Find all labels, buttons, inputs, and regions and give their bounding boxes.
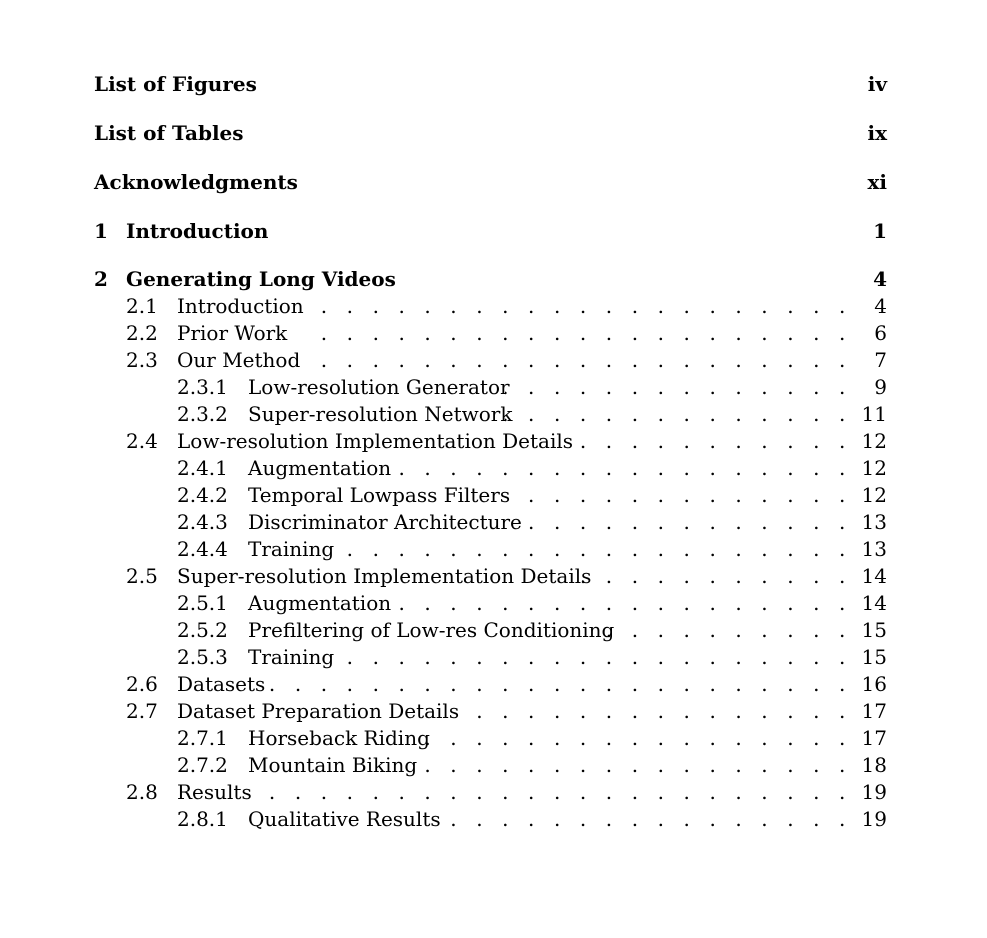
toc-leader-dots [505, 400, 852, 428]
toc-subsection-title: Low-resolution Generator [248, 375, 510, 399]
toc-page-number: 4 [874, 294, 887, 318]
toc-subsection [0, 616, 987, 644]
toc-section-number: 2.4 [126, 429, 158, 453]
toc-page-number: 13 [861, 510, 887, 534]
toc-subsection [0, 805, 987, 833]
toc-subsection-number: 2.3.1 [177, 375, 228, 399]
toc-subsection-title: Mountain Biking [248, 753, 418, 777]
toc-page-number: 15 [861, 645, 887, 669]
toc-page-number: iv [867, 72, 887, 96]
toc-title: Acknowledgments [94, 170, 298, 194]
toc-leader-dots [268, 670, 852, 698]
toc-page-number: 12 [861, 429, 887, 453]
toc-page-number: 13 [861, 537, 887, 561]
toc-page-number: 4 [873, 267, 887, 291]
toc-subsection-number: 2.7.2 [177, 753, 228, 777]
toc-leader-dots [514, 508, 852, 536]
toc-subsection-title: Training [248, 537, 335, 561]
toc-subsection-number: 2.4.1 [177, 456, 228, 480]
toc-subsection-number: 2.5.1 [177, 591, 228, 615]
toc-subsection-number: 2.8.1 [177, 807, 228, 831]
toc-subsection-number: 2.5.2 [177, 618, 228, 642]
toc-title: List of Tables [94, 121, 244, 145]
toc-leader-dots [300, 319, 852, 347]
toc-section [0, 427, 987, 455]
toc-subsection-number: 2.4.2 [177, 483, 228, 507]
toc-page-number: 19 [861, 807, 887, 831]
toc-subsection [0, 454, 987, 482]
toc-section-title: Super-resolution Implementation Details [177, 564, 592, 588]
toc-section [0, 778, 987, 806]
toc-subsection [0, 508, 987, 536]
toc-leader-dots [338, 535, 852, 563]
toc-page-number: 9 [874, 375, 887, 399]
toc-subsection-number: 2.7.1 [177, 726, 228, 750]
toc-leader-dots [252, 778, 852, 806]
toc-section-number: 2.3 [126, 348, 158, 372]
toc-leader-dots [306, 292, 852, 320]
toc-subsection-number: 2.5.3 [177, 645, 228, 669]
toc-page-number: 17 [861, 699, 887, 723]
toc-subsection-title: Prefiltering of Low-res Conditioning [248, 618, 615, 642]
toc-title: List of Figures [94, 72, 257, 96]
toc-front-item [0, 70, 987, 98]
toc-section-title: Results [177, 780, 252, 804]
toc-page-number: 14 [861, 564, 887, 588]
toc-section [0, 319, 987, 347]
toc-section-number: 2.7 [126, 699, 158, 723]
toc-leader-dots [560, 427, 852, 455]
toc-leader-dots [505, 373, 852, 401]
toc-leader-dots [426, 724, 852, 752]
toc-section-number: 2.6 [126, 672, 158, 696]
toc-front-item [0, 119, 987, 147]
toc-leader-dots [392, 589, 852, 617]
toc-section [0, 292, 987, 320]
toc-section-title: Our Method [177, 348, 301, 372]
toc-section-title: Datasets [177, 672, 266, 696]
toc-section [0, 562, 987, 590]
toc-chapter [0, 265, 987, 293]
toc-page-number: 12 [861, 456, 887, 480]
toc-subsection [0, 535, 987, 563]
toc-section-number: 2.8 [126, 780, 158, 804]
toc-page-number: xi [867, 170, 887, 194]
toc-leader-dots [510, 481, 852, 509]
toc-leader-dots [392, 454, 852, 482]
toc-subsection-title: Super-resolution Network [248, 402, 513, 426]
toc-leader-dots [338, 643, 852, 671]
toc-leader-dots [458, 697, 852, 725]
toc-subsection-title: Augmentation [248, 456, 392, 480]
toc-subsection [0, 481, 987, 509]
toc-page-number: ix [867, 121, 887, 145]
toc-subsection-title: Augmentation [248, 591, 392, 615]
toc-leader-dots [306, 346, 852, 374]
toc-section [0, 697, 987, 725]
toc-page-number: 12 [861, 483, 887, 507]
toc-leader-dots [440, 805, 852, 833]
toc-section-title: Dataset Preparation Details [177, 699, 460, 723]
toc-subsection [0, 724, 987, 752]
toc-subsection [0, 589, 987, 617]
toc-subsection-number: 2.3.2 [177, 402, 228, 426]
toc-subsection-title: Horseback Riding [248, 726, 430, 750]
toc-page-number: 17 [861, 726, 887, 750]
toc-subsection [0, 751, 987, 779]
toc-subsection-number: 2.4.4 [177, 537, 228, 561]
toc-chapter-title: Introduction [126, 219, 269, 243]
toc-page-number: 7 [874, 348, 887, 372]
toc-section-title: Introduction [177, 294, 304, 318]
toc-subsection-title: Training [248, 645, 335, 669]
toc-page-number: 11 [861, 402, 887, 426]
toc-page-number: 16 [861, 672, 887, 696]
toc-chapter-title: Generating Long Videos [126, 267, 396, 291]
toc-leader-dots [600, 616, 852, 644]
toc-section-title: Prior Work [177, 321, 288, 345]
toc-subsection [0, 400, 987, 428]
toc-chapter-number: 1 [94, 219, 108, 243]
toc-page-number: 1 [873, 219, 887, 243]
toc-page-number: 19 [861, 780, 887, 804]
toc-leader-dots [422, 751, 852, 779]
toc-section-number: 2.1 [126, 294, 158, 318]
toc-chapter-number: 2 [94, 267, 108, 291]
toc-page-number: 18 [861, 753, 887, 777]
toc-page-number: 6 [874, 321, 887, 345]
toc-section-number: 2.5 [126, 564, 158, 588]
toc-section [0, 346, 987, 374]
toc-leader-dots [578, 562, 852, 590]
toc-subsection-title: Qualitative Results [248, 807, 441, 831]
toc-subsection [0, 373, 987, 401]
toc-section [0, 670, 987, 698]
toc-page-number: 14 [861, 591, 887, 615]
toc-subsection-number: 2.4.3 [177, 510, 228, 534]
toc-subsection [0, 643, 987, 671]
toc-section-title: Low-resolution Implementation Details [177, 429, 574, 453]
toc-front-item [0, 168, 987, 196]
toc-section-number: 2.2 [126, 321, 158, 345]
toc-page-number: 15 [861, 618, 887, 642]
toc-chapter [0, 217, 987, 245]
toc-subsection-title: Discriminator Architecture [248, 510, 522, 534]
toc-subsection-title: Temporal Lowpass Filters [248, 483, 511, 507]
